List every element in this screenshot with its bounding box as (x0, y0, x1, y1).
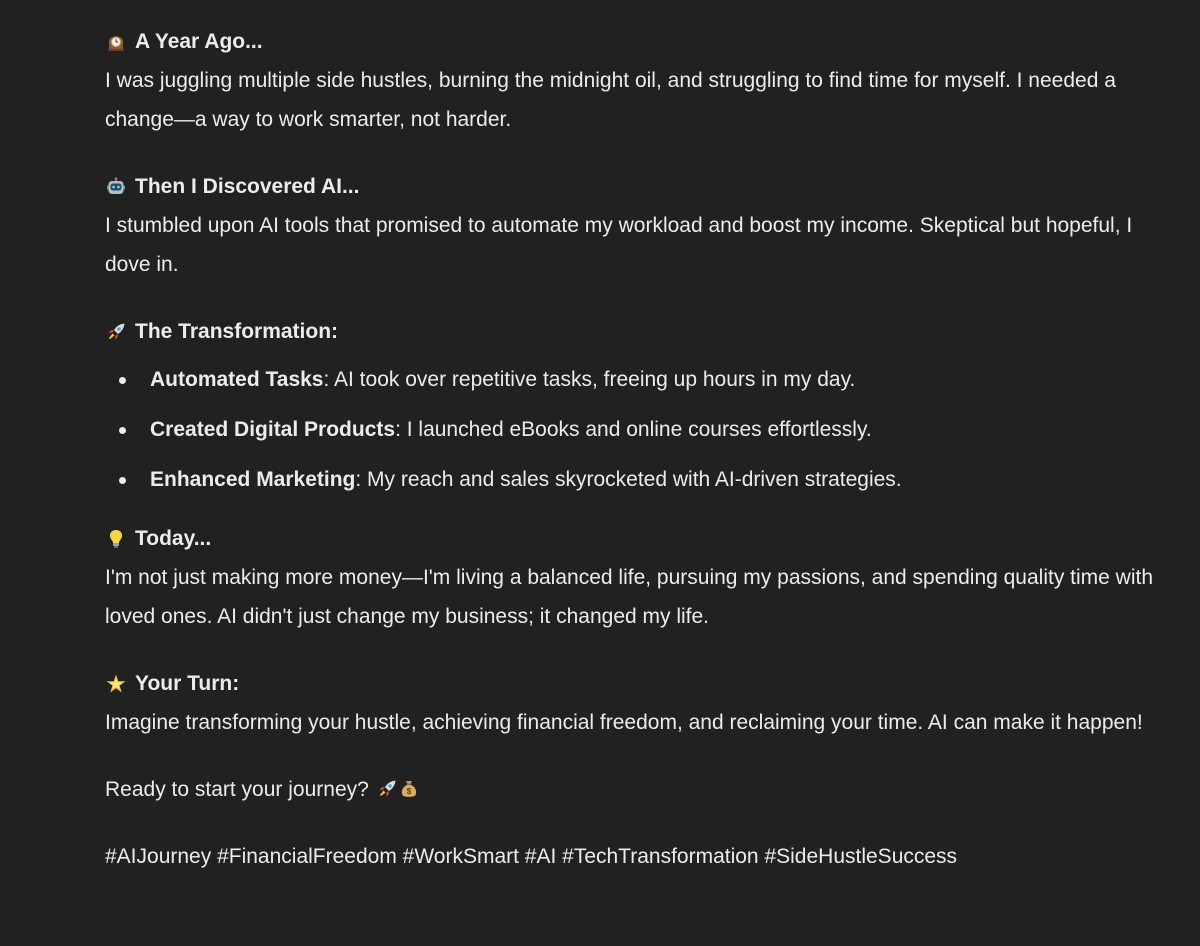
section-a-year-ago (105, 22, 1165, 139)
section-heading (105, 312, 1165, 351)
section-heading (105, 167, 1165, 206)
rocket-icon (377, 779, 397, 799)
list-item-title: Automated Tasks (150, 368, 324, 391)
cta-line (105, 770, 1165, 809)
section-body: Imagine transforming your hustle, achieving financial freedom, and reclaiming your time. AI can make it happen! (105, 711, 1143, 734)
glowing-star-icon (105, 673, 127, 695)
section-heading-text: Today... (135, 527, 212, 550)
section-heading-text: Your Turn: (135, 672, 240, 695)
section-heading (105, 22, 1165, 61)
list-item-text: : I launched eBooks and online courses effortlessly. (395, 418, 872, 441)
section-body: I'm not just making more money—I'm living a balanced life, pursuing my passions, and spending quality time with loved ones. AI didn't just change my business; it changed my life. (105, 566, 1154, 628)
rocket-icon (105, 321, 127, 343)
section-heading (105, 664, 1165, 703)
svg-text:$: $ (406, 787, 411, 796)
list-item-title: Created Digital Products (150, 418, 396, 441)
list-item-text: : AI took over repetitive tasks, freeing up hours in my day. (323, 368, 856, 391)
post-content (105, 22, 1165, 876)
mantel-clock-icon (105, 31, 127, 53)
call-to-action (105, 770, 1165, 809)
section-your-turn (105, 664, 1165, 742)
transformation-list (105, 355, 1165, 505)
list-item-title: Enhanced Marketing (150, 468, 356, 491)
section-heading-text: The Transformation: (135, 320, 339, 343)
section-discovered-ai (105, 167, 1165, 284)
section-heading (105, 519, 1165, 558)
list-item (105, 405, 1165, 455)
section-body: I was juggling multiple side hustles, burning the midnight oil, and struggling to find time for myself. I needed a change—a way to work smarter, not harder. (105, 69, 1116, 131)
hashtags: #AIJourney #FinancialFreedom #WorkSmart #AI #TechTransformation #SideHustleSuccess (105, 845, 958, 868)
list-item (105, 355, 1165, 405)
section-heading-text: Then I Discovered AI... (135, 175, 360, 198)
section-body: I stumbled upon AI tools that promised to automate my workload and boost my income. Skeptical but hopeful, I dove in. (105, 214, 1133, 276)
cta-text: Ready to start your journey? (105, 778, 369, 801)
list-item (105, 455, 1165, 505)
section-today (105, 519, 1165, 636)
bullet (119, 377, 126, 384)
bullet (119, 427, 126, 434)
robot-icon (105, 176, 127, 198)
money-bag-icon (399, 779, 419, 799)
list-item-text: : My reach and sales skyrocketed with AI-driven strategies. (355, 468, 902, 491)
section-heading-text: A Year Ago... (135, 30, 263, 53)
light-bulb-icon (105, 528, 127, 550)
section-transformation (105, 312, 1165, 505)
bullet (119, 477, 126, 484)
